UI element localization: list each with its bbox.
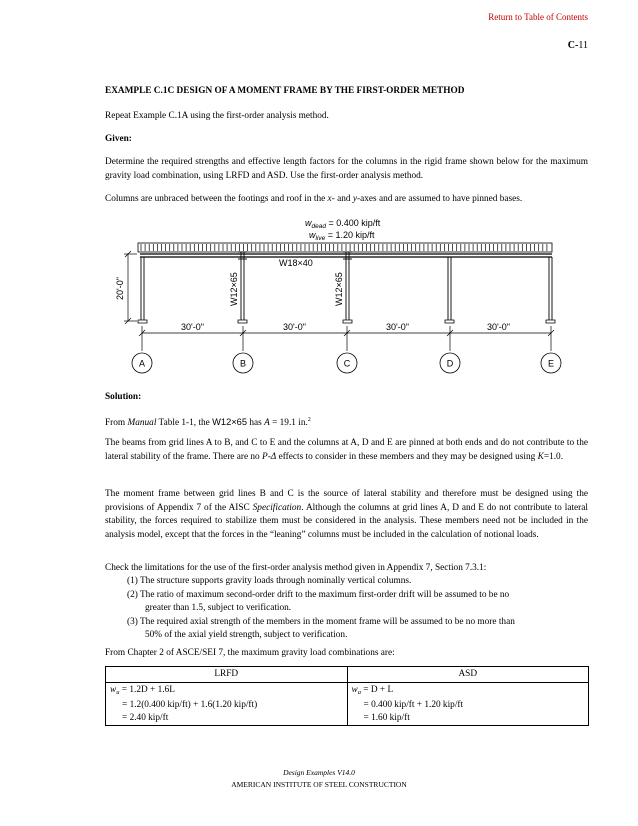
grid-label-e: E — [547, 358, 555, 369]
solution-para-3: The moment frame between grid lines B and C is the source of lateral stability and therefore must be designed using the provisions of Appendix 7 of the AISC Specification. Although the columns at grid lines A, D and E do not contribute to lateral stability, the forces required to stabilize them must be considered in the analysis. These members need not be included in the analysis model, except that the forces in the “leaning” columns must be included in the calculation of notional loads. — [105, 489, 588, 540]
given-text: Determine the required strengths and effective length factors for the columns in the rigid frame shown below for the maximum gravity load combination, using LRFD and ASD. Use the first-order analysis method. — [105, 157, 588, 181]
limitations-list — [105, 575, 588, 643]
page-prefix: C- — [567, 40, 579, 51]
beam-section-label: W18×40 — [279, 258, 313, 268]
limitation-3-cont: 50% of the axial yield strength, subject to verification. — [145, 630, 348, 641]
lrfd-header: LRFD — [106, 667, 348, 683]
solution-para-4: Check the limitations for the use of the first-order analysis method given in Appendix 7, Section 7.3.1: — [105, 563, 487, 573]
limitation-2: (2) The ratio of maximum second-order drift to the maximum first-order drift will be assumed to be no — [127, 589, 510, 600]
example-title: EXAMPLE C.1C DESIGN OF A MOMENT FRAME BY THE FIRST-ORDER METHOD — [105, 86, 465, 96]
grid-label-d: D — [446, 358, 454, 369]
page-number — [0, 40, 588, 51]
load-combination-table — [105, 666, 589, 726]
limitation-1: (1) The structure supports gravity loads through nominally vertical columns. — [127, 576, 412, 586]
grid-label-a: A — [138, 358, 146, 369]
span-label-de: 30'-0" — [487, 322, 510, 332]
live-load-label: $w_{live} = 1.20$ kip/ft — [309, 230, 375, 242]
asd-cell: $w_a = D + L$ = 0.400 kip/ft + 1.20 kip/ft = 1.60 kip/ft — [347, 682, 589, 726]
footer-title: Design Examples V14.0 — [283, 768, 355, 777]
solution-para-1: From Manual Table 1-1, the W12×65 has A = 19.1 in.$^2$ — [105, 417, 311, 429]
columns — [141, 252, 552, 320]
footer-publisher: AMERICAN INSTITUTE OF STEEL CONSTRUCTION — [231, 780, 407, 789]
column-b-section-label: W12×65 — [229, 272, 239, 306]
table-of-contents-link[interactable]: Return to Table of Contents — [488, 12, 588, 22]
load-arrows — [141, 244, 547, 251]
intro-text: Repeat Example C.1A using the first-order analysis method. — [105, 111, 329, 121]
solution-para-5: From Chapter 2 of ASCE/SEI 7, the maximum gravity load combinations are: — [105, 648, 395, 658]
lrfd-cell: $w_u = 1.2D + 1.6L$ = 1.2(0.400 kip/ft) + 1.6(1.20 kip/ft) = 2.40 kip/ft — [106, 682, 348, 726]
asd-header: ASD — [347, 667, 589, 683]
distributed-load-box — [138, 243, 552, 252]
frame-diagram — [0, 210, 638, 382]
span-label-cd: 30'-0" — [386, 322, 409, 332]
solution-heading: Solution: — [105, 392, 142, 402]
grid-label-b: B — [239, 358, 247, 369]
dead-load-label: $w_{dead} = 0.400$ kip/ft — [305, 218, 381, 230]
solution-para-2: The beams from grid lines A to B, and C to E and the columns at A, D and E are pinned at both ends and do not contribute to the lateral stability of the frame. There are no P-Δ effects to consider in these members and they may be designed using K=1.0. — [105, 438, 588, 462]
column-c-section-label: W12×65 — [334, 272, 344, 306]
given-heading: Given: — [105, 134, 132, 144]
height-label: 20'-0" — [115, 277, 125, 300]
span-label-ab: 30'-0" — [181, 322, 204, 332]
given-text-2: Columns are unbraced between the footings and roof in the x- and y-axes and are assumed to have pinned bases. — [105, 194, 523, 204]
page-number-value: 11 — [578, 40, 588, 51]
height-dimension — [124, 251, 137, 324]
span-label-bc: 30'-0" — [283, 322, 306, 332]
grid-label-c: C — [343, 358, 351, 369]
limitation-3: (3) The required axial strength of the members in the moment frame will be assumed to be no more than — [127, 616, 515, 627]
limitation-2-cont: greater than 1.5, subject to verification. — [145, 603, 292, 614]
